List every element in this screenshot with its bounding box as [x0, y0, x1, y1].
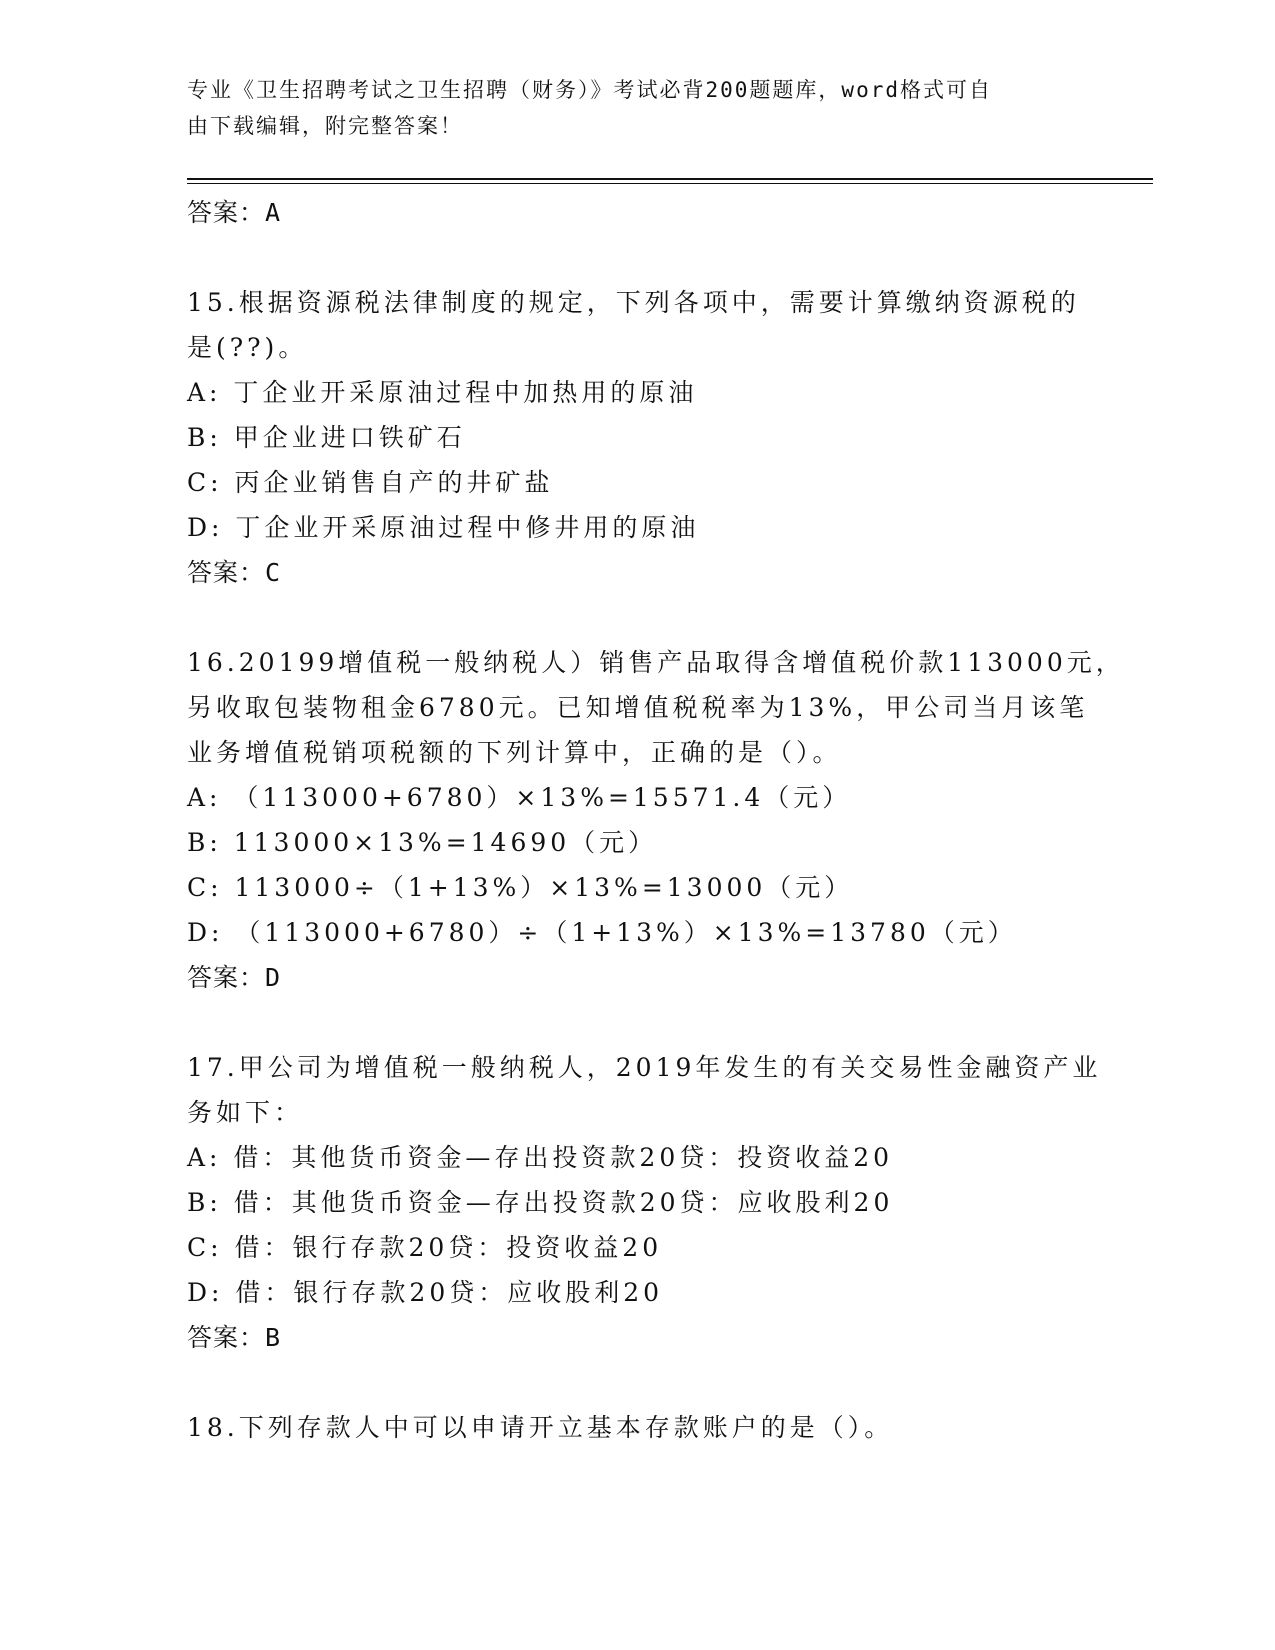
question-block-18 — [187, 1405, 1087, 1450]
question-block-17 — [187, 1045, 1102, 1360]
spacer — [187, 595, 1087, 640]
answer-line: 答案：C — [187, 558, 282, 587]
option-c: C: 借：银行存款20贷：投资收益20 — [187, 1233, 663, 1262]
answer-line: 答案：B — [187, 1323, 282, 1352]
header-divider — [187, 178, 1153, 180]
spacer — [187, 1000, 1087, 1045]
document-header — [187, 72, 1067, 144]
option-b: B: 借：其他货币资金—存出投资款20贷：应收股利20 — [187, 1188, 894, 1217]
spacer — [187, 235, 1087, 280]
question-line: 务如下： — [187, 1098, 304, 1127]
question-line: 是(??)。 — [187, 333, 308, 362]
question-block-15 — [187, 280, 1087, 595]
option-a: A: （113000+6780）×13%=15571.4（元） — [187, 783, 852, 812]
question-block-16 — [187, 640, 1125, 1000]
question-list — [187, 190, 1125, 1450]
answer-line: 答案：A — [187, 198, 282, 227]
question-line: 另收取包装物租金6780元。已知增值税税率为13%，甲公司当月该笔 — [187, 693, 1089, 722]
header-divider — [187, 183, 1153, 184]
question-line: 18.下列存款人中可以申请开立基本存款账户的是（）。 — [187, 1413, 894, 1442]
option-b: B: 113000×13%=14690（元） — [187, 828, 658, 857]
option-c: C: 丙企业销售自产的井矿盐 — [187, 468, 554, 497]
question-line: 16.20199增值税一般纳税人）销售产品取得含增值税价款113000元， — [187, 648, 1125, 677]
option-d: D: 借：银行存款20贷：应收股利20 — [187, 1278, 664, 1307]
option-d: D: （113000+6780）÷（1+13%）×13%=13780（元） — [187, 918, 1017, 947]
option-c: C: 113000÷（1+13%）×13%=13000（元） — [187, 873, 854, 902]
spacer — [187, 1360, 1087, 1405]
header-line: 由下载编辑，附完整答案！ — [187, 114, 463, 138]
option-d: D: 丁企业开采原油过程中修井用的原油 — [187, 513, 700, 542]
option-a: A: 借：其他货币资金—存出投资款20贷：投资收益20 — [187, 1143, 894, 1172]
header-line: 专业《卫生招聘考试之卫生招聘（财务）》考试必背200题题库，word格式可自 — [187, 78, 992, 102]
answer-block — [187, 190, 1087, 235]
question-line: 业务增值税销项税额的下列计算中，正确的是（）。 — [187, 738, 842, 767]
option-a: A: 丁企业开采原油过程中加热用的原油 — [187, 378, 698, 407]
option-b: B: 甲企业进口铁矿石 — [187, 423, 466, 452]
question-line: 15.根据资源税法律制度的规定，下列各项中，需要计算缴纳资源税的 — [187, 288, 1080, 317]
answer-line: 答案：D — [187, 963, 282, 992]
question-line: 17.甲公司为增值税一般纳税人，2019年发生的有关交易性金融资产业 — [187, 1053, 1102, 1082]
